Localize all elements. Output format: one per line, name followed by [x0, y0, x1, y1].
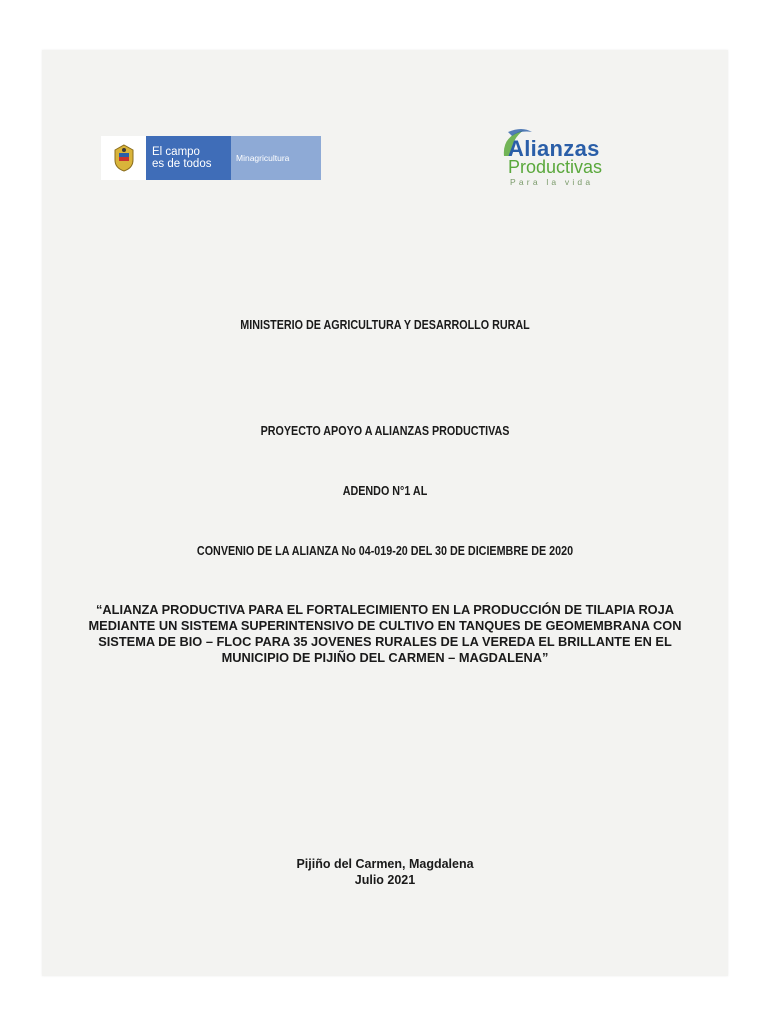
- document-page: [42, 50, 728, 976]
- slogan-line-2: es de todos: [152, 158, 212, 170]
- alianzas-subtitle: Productivas: [508, 157, 603, 177]
- alianzas-logo: [498, 126, 628, 186]
- date-text: Julio 2021: [354, 873, 416, 887]
- project-heading: PROYECTO APOYO A ALIANZAS PRODUCTIVAS: [260, 424, 510, 438]
- footer-block: [42, 856, 728, 888]
- alianzas-tagline: Para la vida: [510, 177, 594, 187]
- ministry-label: [231, 136, 321, 180]
- agreement-heading: CONVENIO DE LA ALIANZA No 04-019-20 DEL 30 DE DICIEMBRE DE 2020: [196, 544, 574, 558]
- crest-icon: [101, 136, 146, 180]
- alianzas-title: Alianzas: [508, 136, 600, 161]
- government-logo: [101, 136, 321, 180]
- campo-slogan: [146, 136, 231, 180]
- addendum-heading: ADENDO N°1 AL: [342, 484, 428, 498]
- location-text: Pijiño del Carmen, Magdalena: [296, 857, 474, 871]
- project-title: “ALIANZA PRODUCTIVA PARA EL FORTALECIMIENTO EN LA PRODUCCIÓN DE TILAPIA ROJA MEDIANTE UN SISTEMA SUPERINTENSIVO DE CULTIVO EN TANQUES DE GEOMEMBRANA CON SISTEMA DE BIO – FLOC PARA 35 JOVENES RURALES DE LA VEREDA EL BRILLANTE EN EL MUNICIPIO DE PIJIÑO DEL CARMEN – MAGDALENA”: [88, 602, 682, 665]
- ministry-heading: MINISTERIO DE AGRICULTURA Y DESARROLLO RURAL: [240, 318, 530, 332]
- ministry-name: Minagricultura: [236, 153, 290, 163]
- slogan-line-1: El campo: [152, 146, 200, 158]
